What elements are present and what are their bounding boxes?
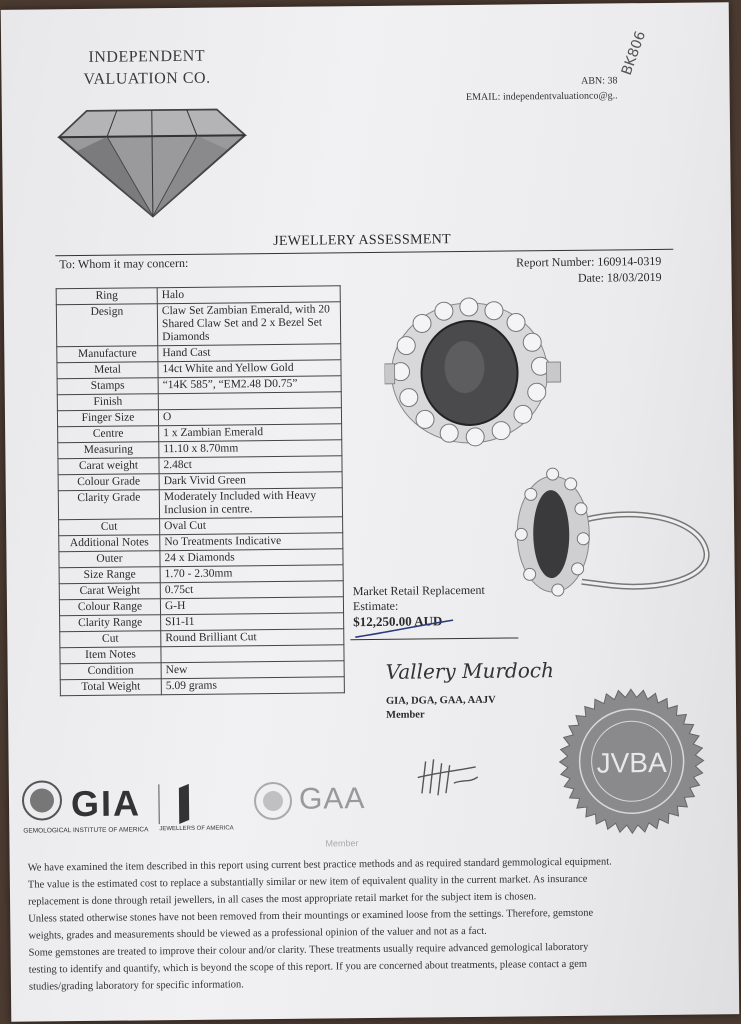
spec-value: 0.75ct — [160, 581, 343, 599]
spec-label: Measuring — [58, 442, 159, 459]
gaa-emblem-icon — [253, 781, 293, 821]
spec-label: Outer — [59, 551, 160, 568]
spec-value: New — [161, 661, 344, 679]
diamond-logo-icon — [57, 107, 248, 219]
spec-label: Additional Notes — [59, 535, 160, 552]
spec-label: Condition — [60, 663, 161, 680]
spec-label: Item Notes — [60, 647, 161, 664]
spec-value: SI1-I1 — [161, 613, 344, 631]
market-label-2: Estimate: — [352, 598, 399, 614]
valuer-qualifications: GIA, DGA, GAA, AAJV — [385, 694, 496, 707]
spec-row — [56, 302, 340, 347]
spec-value — [161, 645, 344, 663]
spec-row — [60, 677, 344, 696]
spec-label: Centre — [58, 426, 159, 443]
contact-details — [466, 73, 618, 105]
spec-label: Cut — [60, 631, 161, 648]
report-info — [516, 253, 662, 287]
spec-value: 24 x Diamonds — [160, 549, 343, 567]
disclaimer-line: Unless stated otherwise stones have not been removed from their mountings or examined loose from the settings. Therefore, gemstone — [28, 907, 594, 925]
spec-label: Clarity Range — [60, 615, 161, 632]
disclaimer-line: Some gemstones are treated to improve their colour and/or clarity. These treatments usually require advanced gemological laboratory — [28, 941, 589, 959]
disclaimer-line: We have examined the item described in this report using current best practice methods and as required standard gemmological equipment. — [27, 856, 612, 874]
spec-value: 1.70 - 2.30mm — [160, 565, 343, 583]
spec-label: Colour Range — [59, 599, 160, 616]
spec-label: Cut — [59, 519, 160, 536]
initials-scribble — [414, 753, 485, 804]
spec-value: O — [158, 408, 341, 426]
document-page — [1, 2, 740, 1022]
company-name — [83, 46, 211, 91]
spec-value: Claw Set Zambian Emerald, with 20 Shared Claw Set and 2 x Bezel Set Diamonds — [157, 302, 340, 346]
spec-label: Finger Size — [57, 410, 158, 427]
spec-value: Moderately Included with Heavy Inclusion in centre. — [159, 488, 342, 519]
spec-value: 1 x Zambian Emerald — [159, 424, 342, 442]
specification-table — [56, 285, 345, 696]
spec-value: G-H — [160, 597, 343, 615]
disclaimer-text — [28, 852, 719, 995]
gia-subtitle: GEMOLOGICAL INSTITUTE OF AMERICA — [23, 826, 149, 835]
spec-value: 14ct White and Yellow Gold — [158, 360, 341, 378]
gaa-logo: GAA — [298, 782, 366, 816]
spec-value: Hand Cast — [158, 344, 341, 362]
company-line-2: VALUATION CO. — [83, 69, 211, 88]
handwritten-note: BK806 — [618, 29, 650, 78]
spec-label: Size Range — [59, 567, 160, 584]
jewellers-mark-icon — [157, 784, 197, 824]
spec-label: Finish — [57, 394, 158, 411]
company-line-1: INDEPENDENT — [88, 47, 206, 66]
gia-logo: GIA — [70, 782, 142, 825]
disclaimer-line: The value is the estimated cost to replace a substantially similar or new item of equivalent quality in the current market. As insurance — [27, 873, 588, 891]
spec-label: Ring — [56, 288, 157, 305]
spec-label: Design — [56, 304, 157, 347]
jvba-seal — [556, 685, 708, 837]
market-label-1: Market Retail Replacement — [352, 582, 485, 599]
disclaimer-line: studies/grading laboratory for specific information. — [28, 979, 244, 993]
spec-value: Halo — [157, 286, 340, 304]
spec-row — [58, 488, 342, 520]
pen-strike-mark — [353, 618, 463, 639]
spec-label: Metal — [57, 362, 158, 379]
ring-side-view-image — [511, 462, 712, 604]
spec-value: Round Brilliant Cut — [161, 629, 344, 647]
spec-value: 2.48ct — [159, 456, 342, 474]
spec-label: Carat Weight — [59, 583, 160, 600]
spec-value: 5.09 grams — [161, 677, 344, 695]
disclaimer-line: weights, grades and measurements should be viewed as a professional opinion of the valuer and not as a fact. — [28, 925, 487, 942]
email-address: EMAIL: independentvaluationco@g.. — [465, 90, 618, 103]
spec-label: Colour Grade — [58, 474, 159, 491]
jewellers-subtitle: JEWELLERS OF AMERICA — [159, 825, 234, 833]
spec-label: Carat weight — [58, 458, 159, 475]
report-number: Report Number: 160914-0319 — [516, 253, 662, 270]
spec-label: Stamps — [57, 378, 158, 395]
spec-label: Manufacture — [57, 346, 158, 363]
spec-value: 11.10 x 8.70mm — [159, 440, 342, 458]
valuer-credentials — [386, 694, 496, 723]
disclaimer-line: testing to identify and quantify, which is beyond the scope of this report. If you are concerned about treatments, please contact a gem — [28, 958, 588, 976]
spec-label: Clarity Grade — [58, 490, 159, 520]
spec-value: Dark Vivid Green — [159, 472, 342, 490]
spec-value — [158, 392, 341, 410]
valuer-signature: Vallery Murdoch — [385, 658, 555, 684]
abn-number: ABN: 38 — [581, 75, 618, 87]
spec-value: No Treatments Indicative — [160, 533, 343, 551]
spec-label: Total Weight — [60, 679, 161, 696]
market-amount: $12,250.00 AUD — [353, 613, 443, 630]
seal-text: JVBA — [596, 746, 667, 779]
gia-globe-icon — [21, 779, 63, 821]
spec-value: Oval Cut — [160, 517, 343, 535]
gaa-member: Member — [325, 838, 359, 849]
ring-top-view-image — [384, 294, 566, 456]
valuer-member: Member — [386, 709, 425, 721]
report-date: Date: 18/03/2019 — [577, 269, 662, 285]
recipient-line: To: Whom it may concern: — [59, 255, 189, 272]
document-title: JEWELLERY ASSESSMENT — [273, 232, 452, 249]
disclaimer-line: replacement is done through retail jewellers, in all cases the most appropriate retail market for the subject item is chosen. — [28, 891, 537, 908]
spec-value: “14K 585”, “EM2.48 D0.75” — [158, 376, 341, 394]
